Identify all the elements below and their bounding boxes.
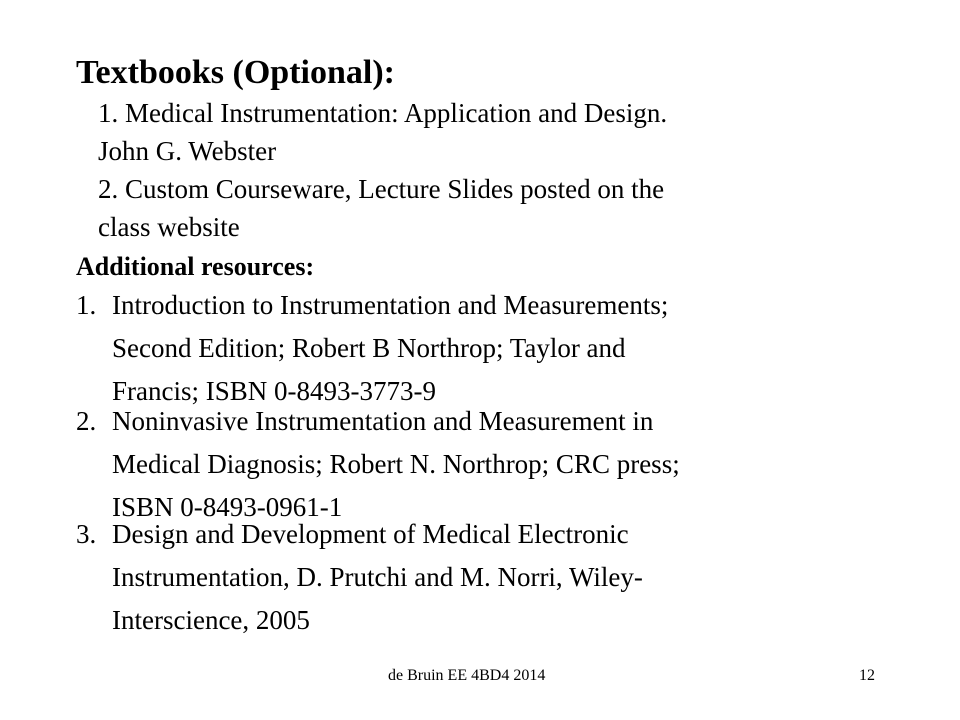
resource-line: Medical Diagnosis; Robert N. Northrop; CRC press; [112, 449, 680, 479]
footer-author: de Bruin EE 4BD4 2014 [388, 667, 546, 684]
resource-line: Francis; ISBN 0-8493-3773-9 [112, 376, 436, 406]
additional-resources-heading: Additional resources: [76, 252, 315, 281]
resource-line: Design and Development of Medical Electronic [112, 519, 629, 549]
resource-line: Introduction to Instrumentation and Measurements; [112, 290, 669, 320]
textbook-line-2: John G. Webster [98, 136, 277, 166]
resource-line: Instrumentation, D. Prutchi and M. Norri, Wiley- [112, 562, 643, 592]
textbook-line-4: class website [98, 212, 240, 242]
resource-number: 3. [76, 519, 97, 549]
resource-text [112, 513, 643, 642]
resource-number: 2. [76, 406, 97, 436]
resource-line: Noninvasive Instrumentation and Measurement in [112, 406, 654, 436]
textbooks-heading: Textbooks (Optional): [76, 54, 395, 91]
textbook-line-3: 2. Custom Courseware, Lecture Slides posted on the [98, 174, 665, 204]
resource-text [112, 400, 680, 529]
resource-number: 1. [76, 290, 97, 320]
resource-text [112, 284, 668, 413]
textbook-line-1: 1. Medical Instrumentation: Application and Design. [98, 98, 668, 128]
page-number: 12 [859, 667, 875, 684]
resource-line: Interscience, 2005 [112, 605, 310, 635]
resource-line: ISBN 0-8493-0961-1 [112, 492, 343, 522]
resource-line: Second Edition; Robert B Northrop; Taylor and [112, 333, 626, 363]
